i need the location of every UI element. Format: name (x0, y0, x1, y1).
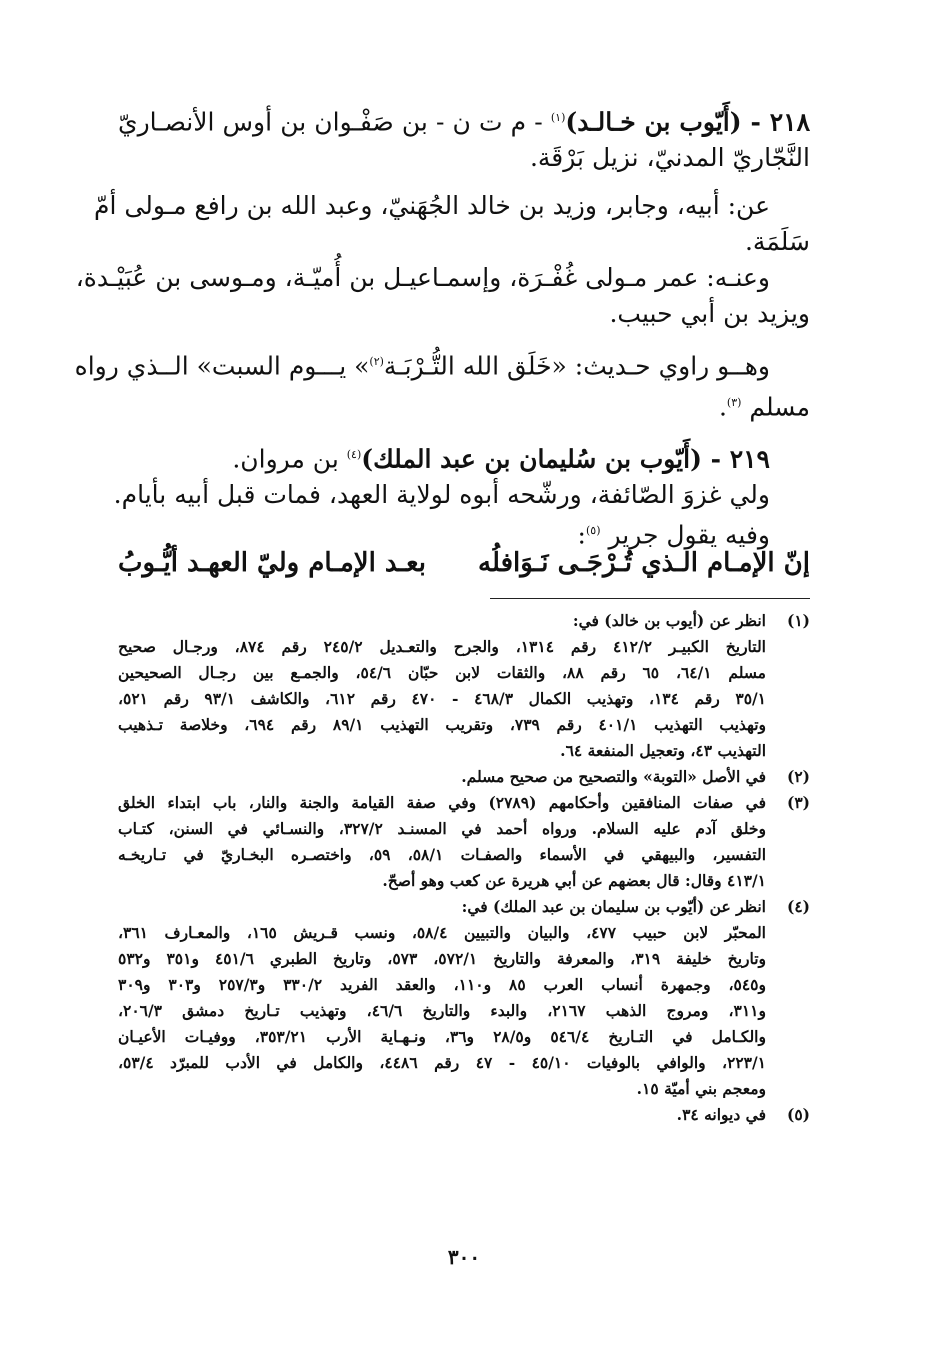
footnote-number: (١) (786, 611, 810, 630)
footnote-number: (٢) (786, 767, 810, 786)
footnote-number: (٣) (786, 793, 810, 812)
footnote-number: (٥) (786, 1105, 810, 1124)
footnote-line: التهذيب ٤٣، وتعجيل المنفعة ٦٤. (560, 741, 766, 760)
footnote-line: وتهذيب التهذيب ٤٠١/١ رقم ٧٣٩، وتقريب التهذيب ٨٩/١ رقم ٦٩٤، وخلاصة تـذهيب (118, 715, 766, 734)
footnote-line: ٣٥/١ رقم ١٣٤، وتهذيب الكمال ٤٦٨/٣ - ٤٧٠ رقم ٦١٢، والكاشف ٩٣/١ رقم ٥٢١، (118, 689, 767, 708)
hadith-text-a: وهــو راوي حـديث: «خَلَق الله التُّـرْبَـة (383, 351, 770, 381)
footnote-line: انظر عن (أيّوب بن سليمان بن عبد الملك) في: (461, 897, 766, 916)
footnote-line: ٤١٣/١ وقال: قال بعضهم عن أبي هريرة عن كعب وهو أصحّ. (382, 871, 766, 890)
footnote-body (118, 1102, 766, 1128)
footnotes (118, 608, 810, 1128)
footnote-body (118, 894, 766, 1102)
entry-218-hadith-cont (118, 385, 810, 425)
footnote-number: (٤) (786, 897, 810, 916)
footnote-divider (490, 598, 810, 599)
poem-verse (118, 548, 810, 578)
footnote-ref-5[interactable]: (٥) (585, 524, 601, 538)
hadith-end-punct: . (718, 391, 727, 421)
footnote-line: في الأصل «التوبة» والتصحيح من صحيح مسلم. (461, 767, 766, 786)
footnote-2 (118, 764, 810, 790)
footnote-body (118, 764, 766, 790)
footnote-ref-1[interactable]: (١) (550, 111, 566, 124)
footnote-line: و٥٤٥، وجمهرة أنساب العرب ٨٥ و١١٠، والعقد الفريد ٣٣٠/٢ و٢٥٧/٣ و٣٠٣ و٣٠٩ (118, 975, 766, 994)
entry-218-line2: النَّجّاريّ المدنيّ، نزيل بَرْقَة. (529, 143, 810, 173)
entry-218-narrated-from-cont: سَلَمَة. (744, 227, 810, 257)
footnote-4 (118, 894, 810, 1102)
footnote-body (118, 608, 766, 764)
hadith-source: مسلم (749, 391, 810, 421)
entry-218-narrated-from: عن: أبيه، وجابر، وزيد بن خالد الجُهَنيّ، وعبد الله بن رافع مـولى أمّ (94, 191, 770, 221)
footnote-line: التفسير، والبيهقي في الأسماء والصفـات ٥٨/١، ٥٩، واختصـره البخـاريّ في تـاريخـه (118, 845, 767, 864)
entry-219-colon: : (577, 520, 586, 550)
footnote-line: المحبّر لابن حبيب ٤٧٧، والبيان والتبيين ٥٨/٤، ونسب قـريش ١٦٥، والمعـارف ٣٦١، (118, 923, 766, 942)
footnote-line: انظر عن (أيوب بن خالد) في: (572, 611, 766, 630)
footnote-5 (118, 1102, 810, 1128)
poem-second-hemistich: بعـد الإمـام وليّ العهـد أيُّـوبُ (118, 548, 426, 578)
footnote-body (118, 790, 766, 894)
footnote-line: التاريخ الكبيـر ٤١٢/٢ رقم ١٣١٤، والجرح والتعـديل ٢٤٥/٢ رقم ٨٧٤، ورجـال صحيح (118, 637, 766, 656)
footnote-ref-3[interactable]: (٣) (726, 395, 742, 409)
footnote-ref-4[interactable]: (٤) (346, 447, 362, 461)
hadith-text-b: » يـــوم السبت» الــذي رواه (74, 351, 370, 381)
entry-219-heading (118, 437, 810, 477)
entry-218-hadith (74, 344, 810, 384)
entry-218-narrators-cont: ويزيد بن أبي حبيب. (609, 299, 810, 329)
main-text (74, 100, 811, 554)
footnote-1 (118, 608, 810, 764)
footnote-line: وتاريخ خليفة ٣١٩، والمعرفة والتاريخ ٥٧٢/١، ٥٧٣، وتاريخ الطبري ٤٥١/٦ و٣٥١ و٥٣٢ (118, 949, 767, 968)
entry-218-lineage: - م ت ن - بن صَفْـوان بن أوس الأنصـاريّ (118, 107, 551, 137)
entry-219-lineage: بن مروان. (232, 444, 347, 474)
entry-219-line2: ولي غزوَ الصّائفة، ورشّحه أبوه لولاية العهد، فمات قبل أبيه بأيام. (113, 480, 770, 510)
footnote-line: مسلم ٦٤/١، ٦٥ رقم ٨٨، والثقات لابن حبّان ٥٤/٦، والجمـع بين رجـال الصحيحين (118, 663, 766, 682)
entry-218-title: ٢١٨ - (أَيّوب بن خـالـد) (565, 107, 811, 137)
footnote-line: ومعجم بني أميّة ١٥. (636, 1079, 766, 1098)
entry-218-heading (118, 100, 810, 140)
footnote-line: في صفات المنافقين وأحكامهم (٢٧٨٩) وفي صفة القيامة والجنة والنار، باب ابتداء الخلق (118, 793, 766, 812)
page-number: ٣٠٠ (447, 1245, 481, 1269)
poem-first-hemistich: إنّ الإمـام الـذي تُـرْجَـى نَـوَافلُه (478, 548, 810, 578)
entry-218-narrators: وعنـه: عمر مـولى غُفْـرَة، وإسمـاعيـل بن أُميّـة، ومـوسى بن عُبَيْـدة، (75, 263, 770, 293)
footnote-line: و٣١١، ومروج الذهب ٢١٦٧، والبدء والتاريخ ٤٦/٦، وتهذيب تـاريخ دمشق ٢٠٦/٣، (118, 1001, 766, 1020)
footnote-line: وخلق آدم عليه السلام. ورواه أحمد في المسنـد ٣٢٧/٢، والنسـائي في السنن، كتـاب (118, 819, 767, 838)
footnote-ref-2[interactable]: (٢) (369, 355, 384, 369)
footnote-3 (118, 790, 810, 894)
entry-219-title: ٢١٩ - (أَيّوب بن سُليمان بن عبد الملك) (361, 444, 770, 474)
entry-219-poet-intro: وفيه يقول جرير (608, 520, 770, 550)
footnote-line: في ديوانه ٣٤. (676, 1105, 766, 1124)
footnote-line: ٢٢٣/١، والوافي بالوفيات ٤٥/١٠ - ٤٧ رقم ٤٤٨٦، والكامل في الأدب للمبرّد ٥٣/٤، (118, 1053, 766, 1072)
footnote-line: والكـامل في التـاريخ ٥٤٦/٤ و٢٨/٥ و٣٦، ونـهـاية الأرب ٣٥٣/٢١، ووفيـات الأعيـان (118, 1027, 766, 1046)
